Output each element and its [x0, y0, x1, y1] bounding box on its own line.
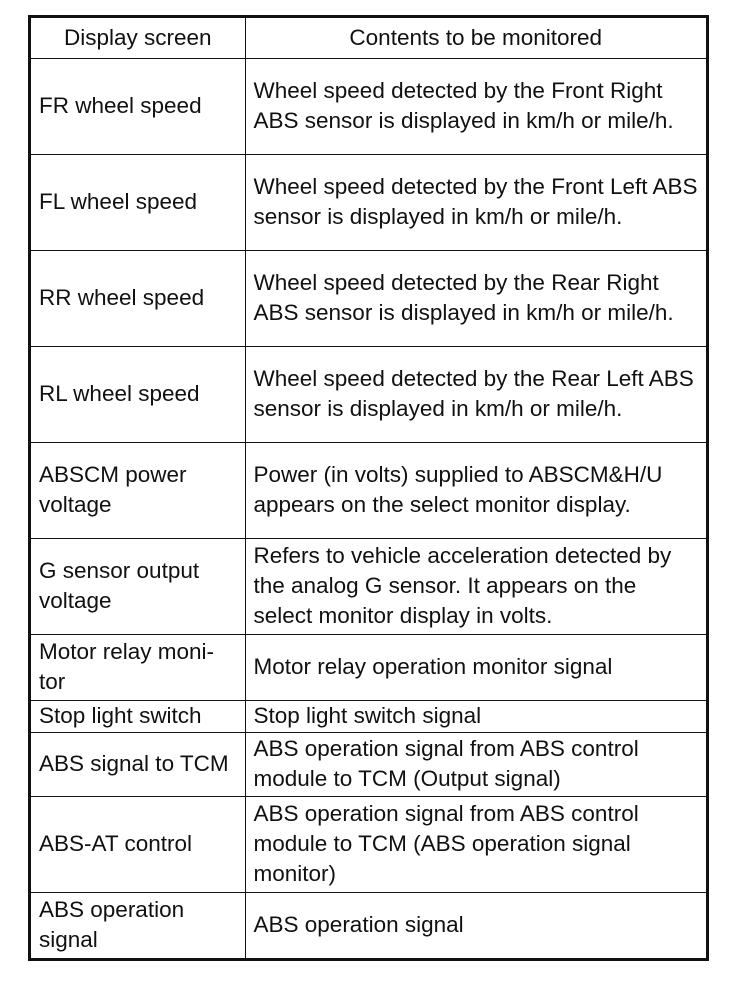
display-cell: ABS operation signal — [31, 892, 245, 958]
table-row — [31, 538, 706, 634]
display-cell: Motor relay moni-tor — [31, 634, 245, 700]
contents-cell: ABS operation signal from ABS control module to TCM (ABS operation signal monitor) — [245, 796, 706, 892]
contents-cell: Refers to vehicle acceleration detected by the analog G sensor. It appears on the select monitor display in volts. — [245, 538, 706, 634]
display-cell: FL wheel speed — [31, 154, 245, 250]
contents-cell: Wheel speed detected by the Front Left ABS sensor is displayed in km/h or mile/h. — [245, 154, 706, 250]
contents-cell: Wheel speed detected by the Front Right ABS sensor is displayed in km/h or mile/h. — [245, 58, 706, 154]
monitor-table — [31, 18, 706, 958]
contents-cell: ABS operation signal from ABS control module to TCM (Output signal) — [245, 732, 706, 796]
table-row — [31, 634, 706, 700]
display-cell: ABS signal to TCM — [31, 732, 245, 796]
header-contents: Contents to be monitored — [245, 18, 706, 58]
table-row — [31, 892, 706, 958]
contents-cell: Wheel speed detected by the Rear Left ABS sensor is displayed in km/h or mile/h. — [245, 346, 706, 442]
display-cell: FR wheel speed — [31, 58, 245, 154]
monitor-table-frame — [28, 15, 709, 961]
display-cell: G sensor output voltage — [31, 538, 245, 634]
header-display-screen: Display screen — [31, 18, 245, 58]
display-cell: RL wheel speed — [31, 346, 245, 442]
contents-cell: ABS operation signal — [245, 892, 706, 958]
contents-cell: Wheel speed detected by the Rear Right ABS sensor is displayed in km/h or mile/h. — [245, 250, 706, 346]
contents-cell: Power (in volts) supplied to ABSCM&H/U appears on the select monitor display. — [245, 442, 706, 538]
contents-cell: Stop light switch signal — [245, 700, 706, 732]
contents-cell: Motor relay operation monitor signal — [245, 634, 706, 700]
table-row — [31, 154, 706, 250]
table-row — [31, 732, 706, 796]
table-row — [31, 346, 706, 442]
table-header-row — [31, 18, 706, 58]
table-row — [31, 250, 706, 346]
table-row — [31, 58, 706, 154]
display-cell: Stop light switch — [31, 700, 245, 732]
display-cell: ABS-AT control — [31, 796, 245, 892]
table-row — [31, 796, 706, 892]
display-cell: ABSCM power voltage — [31, 442, 245, 538]
display-cell: RR wheel speed — [31, 250, 245, 346]
table-row — [31, 700, 706, 732]
table-row — [31, 442, 706, 538]
